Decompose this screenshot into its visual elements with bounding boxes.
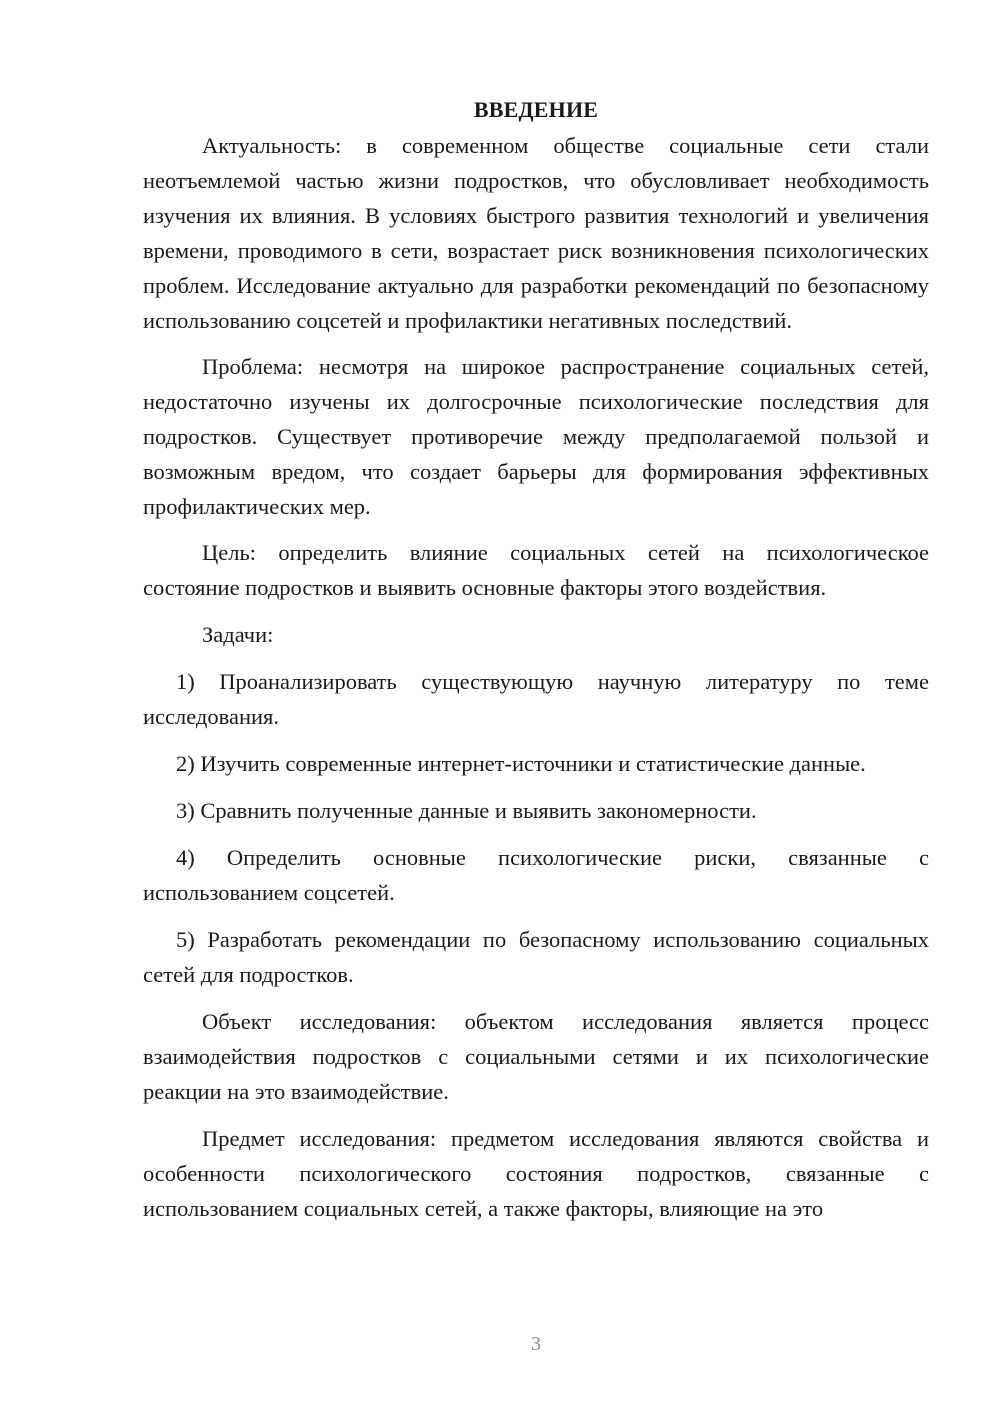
page-number: 3 (531, 1333, 541, 1355)
task-item-4: 4) Определить основные психологические риски, связанные с использованием соцсетей. (143, 845, 929, 905)
paragraph-goal: Цель: определить влияние социальных сетей на психологическое состояние подростков и выявить основные факторы этого воздействия. (143, 540, 929, 600)
paragraph-relevance: Актуальность: в современном обществе социальные сети стали неотъемлемой частью жизни подростков, что обусловливает необходимость изучения их влияния. В условиях быстрого развития технологий и увеличения времени, проводимого в сети, возрастает риск возникновения психологических проблем. Исследование актуально для разработки рекомендаций по безопасному использованию соцсетей и профилактики негативных последствий. (143, 133, 929, 333)
page-title: ВВЕДЕНИЕ (473, 97, 599, 122)
task-item-3: 3) Сравнить полученные данные и выявить закономерности. (176, 798, 757, 823)
document-page (143, 94, 929, 1226)
task-item-2: 2) Изучить современные интернет-источники и статистические данные. (176, 751, 866, 776)
tasks-heading: Задачи: (202, 622, 274, 647)
task-item-5: 5) Разработать рекомендации по безопасному использованию социальных сетей для подростков. (143, 927, 929, 987)
paragraph-subject: Предмет исследования: предметом исследования являются свойства и особенности психологического состояния подростков, связанные с использованием социальных сетей, а также факторы, влияющие на это (143, 1126, 929, 1221)
task-item-1: 1) Проанализировать существующую научную литературу по теме исследования. (143, 669, 929, 729)
paragraph-object: Объект исследования: объектом исследования является процесс взаимодействия подростков с социальными сетями и их психологические реакции на это взаимодействие. (143, 1009, 929, 1104)
paragraph-problem: Проблема: несмотря на широкое распространение социальных сетей, недостаточно изучены их долгосрочные психологические последствия для подростков. Существует противоречие между предполагаемой пользой и возможным вредом, что создает барьеры для формирования эффективных профилактических мер. (143, 354, 929, 519)
